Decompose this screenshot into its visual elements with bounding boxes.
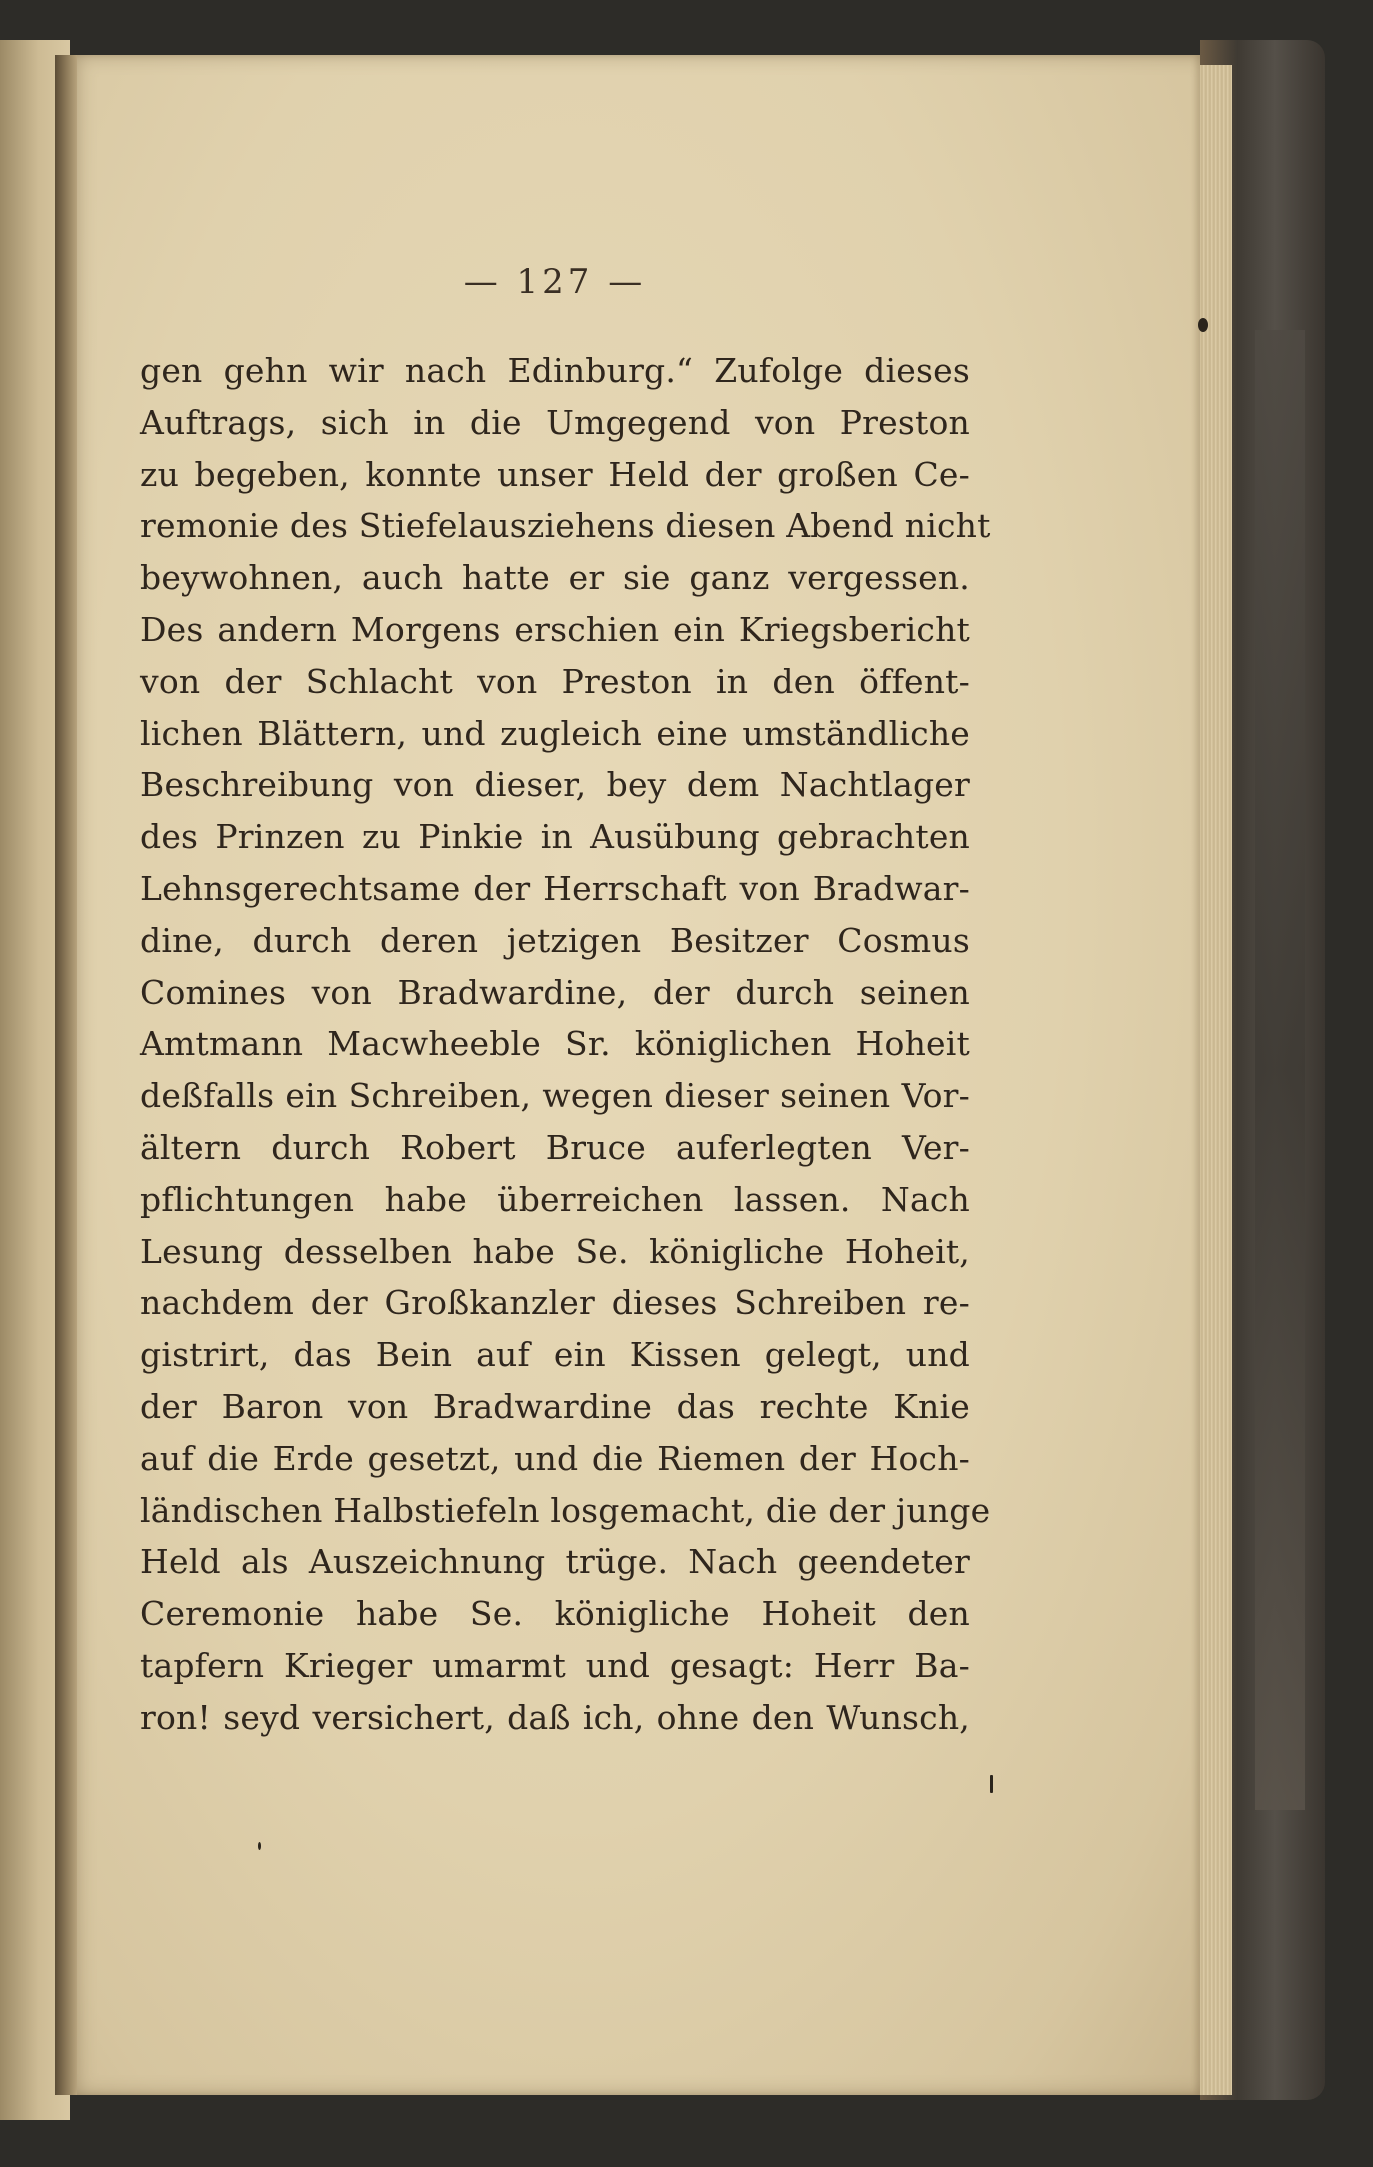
- ink-speck: [990, 1775, 993, 1793]
- text-line: auf die Erde gesetzt, und die Riemen der Hoch-: [140, 1438, 970, 1478]
- text-line: lichen Blättern, und zugleich eine umständliche: [140, 713, 970, 753]
- text-line: dine, durch deren jetzigen Besitzer Cosmus: [140, 920, 970, 960]
- text-line: deßfalls ein Schreiben, wegen dieser seinen Vor-: [140, 1076, 970, 1116]
- text-line: remonie des Stiefelausziehens diesen Abend nicht: [140, 506, 991, 546]
- text-line: der Baron von Bradwardine das rechte Knie: [140, 1386, 970, 1426]
- text-line: Ceremonie habe Se. königliche Hoheit den: [140, 1594, 970, 1634]
- text-line: Lesung desselben habe Se. königliche Hoheit,: [140, 1231, 970, 1271]
- text-line: Comines von Bradwardine, der durch seinen: [140, 972, 970, 1012]
- ink-speck: [1198, 318, 1208, 332]
- book-gutter: [55, 55, 77, 2095]
- text-line: Lehnsgerechtsame der Herrschaft von Bradwar-: [140, 868, 970, 908]
- text-line: von der Schlacht von Preston in den öffent-: [140, 661, 970, 701]
- text-line: zu begeben, konnte unser Held der großen Ce-: [140, 454, 970, 494]
- cover-wear: [1255, 330, 1305, 1810]
- text-line: Held als Auszeichnung trüge. Nach geendeter: [140, 1542, 970, 1582]
- page-text: [140, 345, 991, 1744]
- text-line: tapfern Krieger umarmt und gesagt: Herr Ba-: [140, 1645, 970, 1685]
- text-line: gistrirt, das Bein auf ein Kissen gelegt, und: [140, 1335, 970, 1375]
- text-line: beywohnen, auch hatte er sie ganz vergessen.: [140, 558, 970, 598]
- text-line: Des andern Morgens erschien ein Kriegsbericht: [140, 609, 970, 649]
- text-line: des Prinzen zu Pinkie in Ausübung gebrachten: [140, 817, 970, 857]
- text-line: pflichtungen habe überreichen lassen. Nach: [140, 1179, 970, 1219]
- page-number-header: — 127 —: [463, 262, 647, 302]
- text-line: Amtmann Macwheeble Sr. königlichen Hoheit: [140, 1024, 970, 1064]
- text-line: gen gehn wir nach Edinburg.“ Zufolge dieses: [140, 351, 970, 390]
- text-line: Auftrags, sich in die Umgegend von Preston: [140, 402, 970, 442]
- text-line: Beschreibung von dieser, bey dem Nachtlager: [140, 765, 970, 805]
- text-line: nachdem der Großkanzler dieses Schreiben re-: [140, 1283, 970, 1323]
- text-line: ältern durch Robert Bruce auferlegten Ver-: [140, 1127, 970, 1167]
- text-line: ron! seyd versichert, daß ich, ohne den Wunsch,: [140, 1697, 970, 1737]
- text-line: ländischen Halbstiefeln losgemacht, die der junge: [140, 1490, 991, 1530]
- ink-speck: [258, 1842, 261, 1850]
